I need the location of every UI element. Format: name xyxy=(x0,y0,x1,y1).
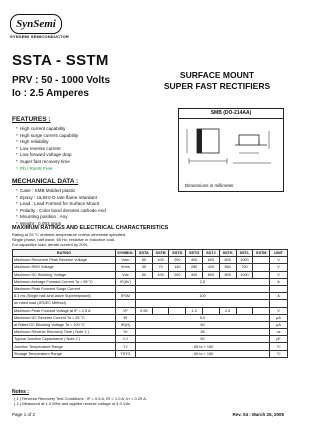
table-row xyxy=(13,336,288,343)
table-cell xyxy=(135,300,269,307)
table-cell: - 65 to + 150 xyxy=(135,343,269,350)
table-cell: Maximum DC Blocking Voltage xyxy=(13,271,116,278)
table-cell: 50 xyxy=(135,257,152,264)
table-cell: IF(AV) xyxy=(115,278,135,285)
features-heading: FEATURES : xyxy=(12,116,51,123)
table-cell: °C xyxy=(270,350,288,357)
table-cell: 35 xyxy=(135,264,152,271)
list-item: * Super fast recovery time xyxy=(16,159,78,166)
table-cell: 50 xyxy=(135,336,269,343)
table-cell: A xyxy=(270,278,288,285)
table-header-cell: SSTL xyxy=(236,250,253,257)
table-cell: VF xyxy=(115,307,135,314)
table-cell: 560 xyxy=(219,264,236,271)
table-cell: A xyxy=(270,293,288,300)
table-row xyxy=(13,293,288,300)
table-cell: Maximum DC Reverse Current Ta = 25 °C xyxy=(13,314,116,321)
revision-date: Rev. 04 : March 25, 2005 xyxy=(232,412,284,417)
table-cell: Maximum Peak Forward Surge Current xyxy=(13,285,116,292)
table-cell: 700 xyxy=(236,264,253,271)
table-cell xyxy=(253,307,270,314)
table-row xyxy=(13,321,288,328)
table-cell: Vrms xyxy=(115,264,135,271)
table-cell: µA xyxy=(270,314,288,321)
list-item: * Lead : Lead Formed for Surface Mount xyxy=(16,201,106,208)
table-cell: 70 xyxy=(152,264,169,271)
table-row xyxy=(13,307,288,314)
table-cell xyxy=(115,285,135,292)
io-spec: Io : 2.5 Amperes xyxy=(12,88,89,99)
table-cell: Maximum Reverse Recovery Time ( Note 1 ) xyxy=(13,329,116,336)
table-cell: 100 xyxy=(135,293,269,300)
table-cell: V xyxy=(270,307,288,314)
table-cell: on rated load (JEDEC Method) xyxy=(13,300,116,307)
table-cell: 400 xyxy=(186,257,203,264)
package-name: SMB (DO-214AA) xyxy=(179,109,283,119)
table-header-cell: SSTM xyxy=(253,250,270,257)
mechanical-list xyxy=(16,188,106,228)
table-cell: 1000 xyxy=(236,257,253,264)
list-item: * Low reverse current xyxy=(16,146,78,153)
part-range-title: SSTA - SSTM xyxy=(12,52,109,69)
table-cell: CJ xyxy=(115,336,135,343)
table-cell: Maximum Recurrent Peak Reverse Voltage xyxy=(13,257,116,264)
table-cell: IFSM xyxy=(115,293,135,300)
table-cell: at Rated DC Blocking Voltage Ta = 100 °C xyxy=(13,321,116,328)
table-cell: TSTG xyxy=(115,350,135,357)
table-cell: 140 xyxy=(169,264,186,271)
table-cell: Maximum RMS Voltage xyxy=(13,264,116,271)
company-logo: SynSemi xyxy=(10,14,62,34)
ratings-title: MAXIMUM RATINGS AND ELECTRICAL CHARACTERISTICS xyxy=(12,225,169,231)
table-cell: 100 xyxy=(152,271,169,278)
notes-heading: Notes : xyxy=(12,389,29,395)
package-drawing xyxy=(178,108,284,192)
category-line-2: SUPER FAST RECTIFIERS xyxy=(163,81,271,91)
features-list xyxy=(16,126,78,172)
table-cell: Maximum Average Forward Current Ta = 55 °C xyxy=(13,278,116,285)
table-cell: Trr xyxy=(115,329,135,336)
table-row xyxy=(13,278,288,285)
table-cell: 420 xyxy=(203,264,220,271)
table-cell: TJ xyxy=(115,343,135,350)
ratings-note: For capacitive load, derate current by 20%. xyxy=(12,241,89,247)
list-item: * High current capability xyxy=(16,126,78,133)
note-item: ( 2 ) Measured at 1.0 MHz and applied reverse voltage of 4.0 Vdc. xyxy=(14,401,131,406)
table-cell xyxy=(253,257,270,264)
table-cell: 100 xyxy=(152,257,169,264)
table-cell: IR xyxy=(115,314,135,321)
table-cell: 200 xyxy=(169,271,186,278)
table-cell: 0.95 xyxy=(135,307,152,314)
table-cell xyxy=(135,285,269,292)
list-item: * Epoxy : UL94V-O rate flame retardant xyxy=(16,195,106,202)
table-cell: IR(H) xyxy=(115,321,135,328)
ratings-note: Rating at 25 °C ambient temperature unless otherwise specified. xyxy=(12,232,127,237)
table-cell: 400 xyxy=(186,271,203,278)
list-item: * Low forward voltage drop xyxy=(16,152,78,159)
ratings-table xyxy=(12,249,288,358)
list-item: * Polarity : Color band denotes cathode end xyxy=(16,208,106,215)
table-cell xyxy=(270,300,288,307)
table-cell xyxy=(115,300,135,307)
list-item: * Weight : 0.093 gram xyxy=(16,221,106,228)
table-cell: µA xyxy=(270,321,288,328)
table-cell: °C xyxy=(270,343,288,350)
table-cell: 8.3 ms (Single half-sine-wave Superimposed) xyxy=(13,293,116,300)
table-cell: 5.0 xyxy=(135,314,269,321)
category-line-1: SURFACE MOUNT xyxy=(179,70,255,80)
table-cell: 600 xyxy=(203,257,220,264)
table-row xyxy=(13,300,288,307)
list-item: * Pb / RoHS Free xyxy=(16,166,78,173)
table-header-cell: SYMBOL xyxy=(117,251,134,256)
table-cell: 50 xyxy=(135,321,269,328)
table-cell: 1.3 xyxy=(186,307,203,314)
table-cell: - 65 to + 150 xyxy=(135,350,269,357)
table-header-cell: SSTG xyxy=(186,250,203,257)
table-cell: V xyxy=(270,257,288,264)
table-cell xyxy=(203,307,220,314)
mechanical-heading: MECHANICAL DATA : xyxy=(12,178,79,185)
table-header-cell: SSTA xyxy=(135,250,152,257)
table-header-cell: SSTK xyxy=(219,250,236,257)
table-cell xyxy=(169,307,186,314)
table-header-cell: SSTJ xyxy=(203,250,220,257)
table-cell: 2.5 xyxy=(219,307,236,314)
list-item: * High surge current capability xyxy=(16,133,78,140)
table-cell xyxy=(253,271,270,278)
table-row xyxy=(13,343,288,350)
table-row xyxy=(13,257,288,264)
table-cell: 280 xyxy=(186,264,203,271)
table-cell: Storage Temperature Range xyxy=(13,350,116,357)
table-cell: 2.5 xyxy=(135,278,269,285)
table-cell: 600 xyxy=(203,271,220,278)
table-cell: V xyxy=(270,264,288,271)
table-row xyxy=(13,271,288,278)
table-header-cell: SSTB xyxy=(152,250,169,257)
table-cell: 50 xyxy=(135,271,152,278)
package-outline-icon xyxy=(183,121,279,179)
table-header-cell: RATING xyxy=(13,250,116,257)
table-cell: Junction Temperature Range xyxy=(13,343,116,350)
table-cell: 1000 xyxy=(236,271,253,278)
table-cell: 200 xyxy=(169,257,186,264)
table-cell xyxy=(236,307,253,314)
table-cell: Vrrm xyxy=(115,257,135,264)
table-cell xyxy=(253,264,270,271)
table-row xyxy=(13,314,288,321)
page-number: Page 1 of 2 xyxy=(12,412,36,417)
list-item: * Mounting position : Any xyxy=(16,214,106,221)
ratings-note: Single phase, half wave, 60 Hz, resistive or inductive load. xyxy=(12,236,116,242)
table-cell: Maximum Peak Forward Voltage at IF = 2.5 A xyxy=(13,307,116,314)
table-header-cell: UNIT xyxy=(270,250,288,257)
table-cell xyxy=(270,285,288,292)
table-cell: 800 xyxy=(219,271,236,278)
table-cell: Typical Junction Capacitance ( Note 2 ) xyxy=(13,336,116,343)
table-cell xyxy=(152,307,169,314)
table-cell: 800 xyxy=(219,257,236,264)
table-cell: ns xyxy=(270,329,288,336)
table-row xyxy=(13,264,288,271)
list-item: * Case : SMB Molded plastic xyxy=(16,188,106,195)
table-header-row xyxy=(13,250,288,257)
table-row xyxy=(13,350,288,357)
logo-subtitle: SYNSEMI SEMICONDUCTOR xyxy=(10,34,70,39)
table-header-cell: SSTD xyxy=(169,250,186,257)
table-cell: V xyxy=(270,271,288,278)
table-row xyxy=(13,285,288,292)
table-row xyxy=(13,329,288,336)
note-item: ( 1 ) Reverse Recovery Test Conditions : IF = 0.5 A, IR = 1.0 A, Irr = 0.25 A. xyxy=(14,396,147,401)
list-item: * High reliability xyxy=(16,139,78,146)
table-cell: Vdc xyxy=(115,271,135,278)
table-cell: 35 xyxy=(135,329,269,336)
dimensions-caption: Dimensions in millimeter xyxy=(185,183,234,188)
prv-spec: PRV : 50 - 1000 Volts xyxy=(12,75,111,86)
table-cell: pF xyxy=(270,336,288,343)
